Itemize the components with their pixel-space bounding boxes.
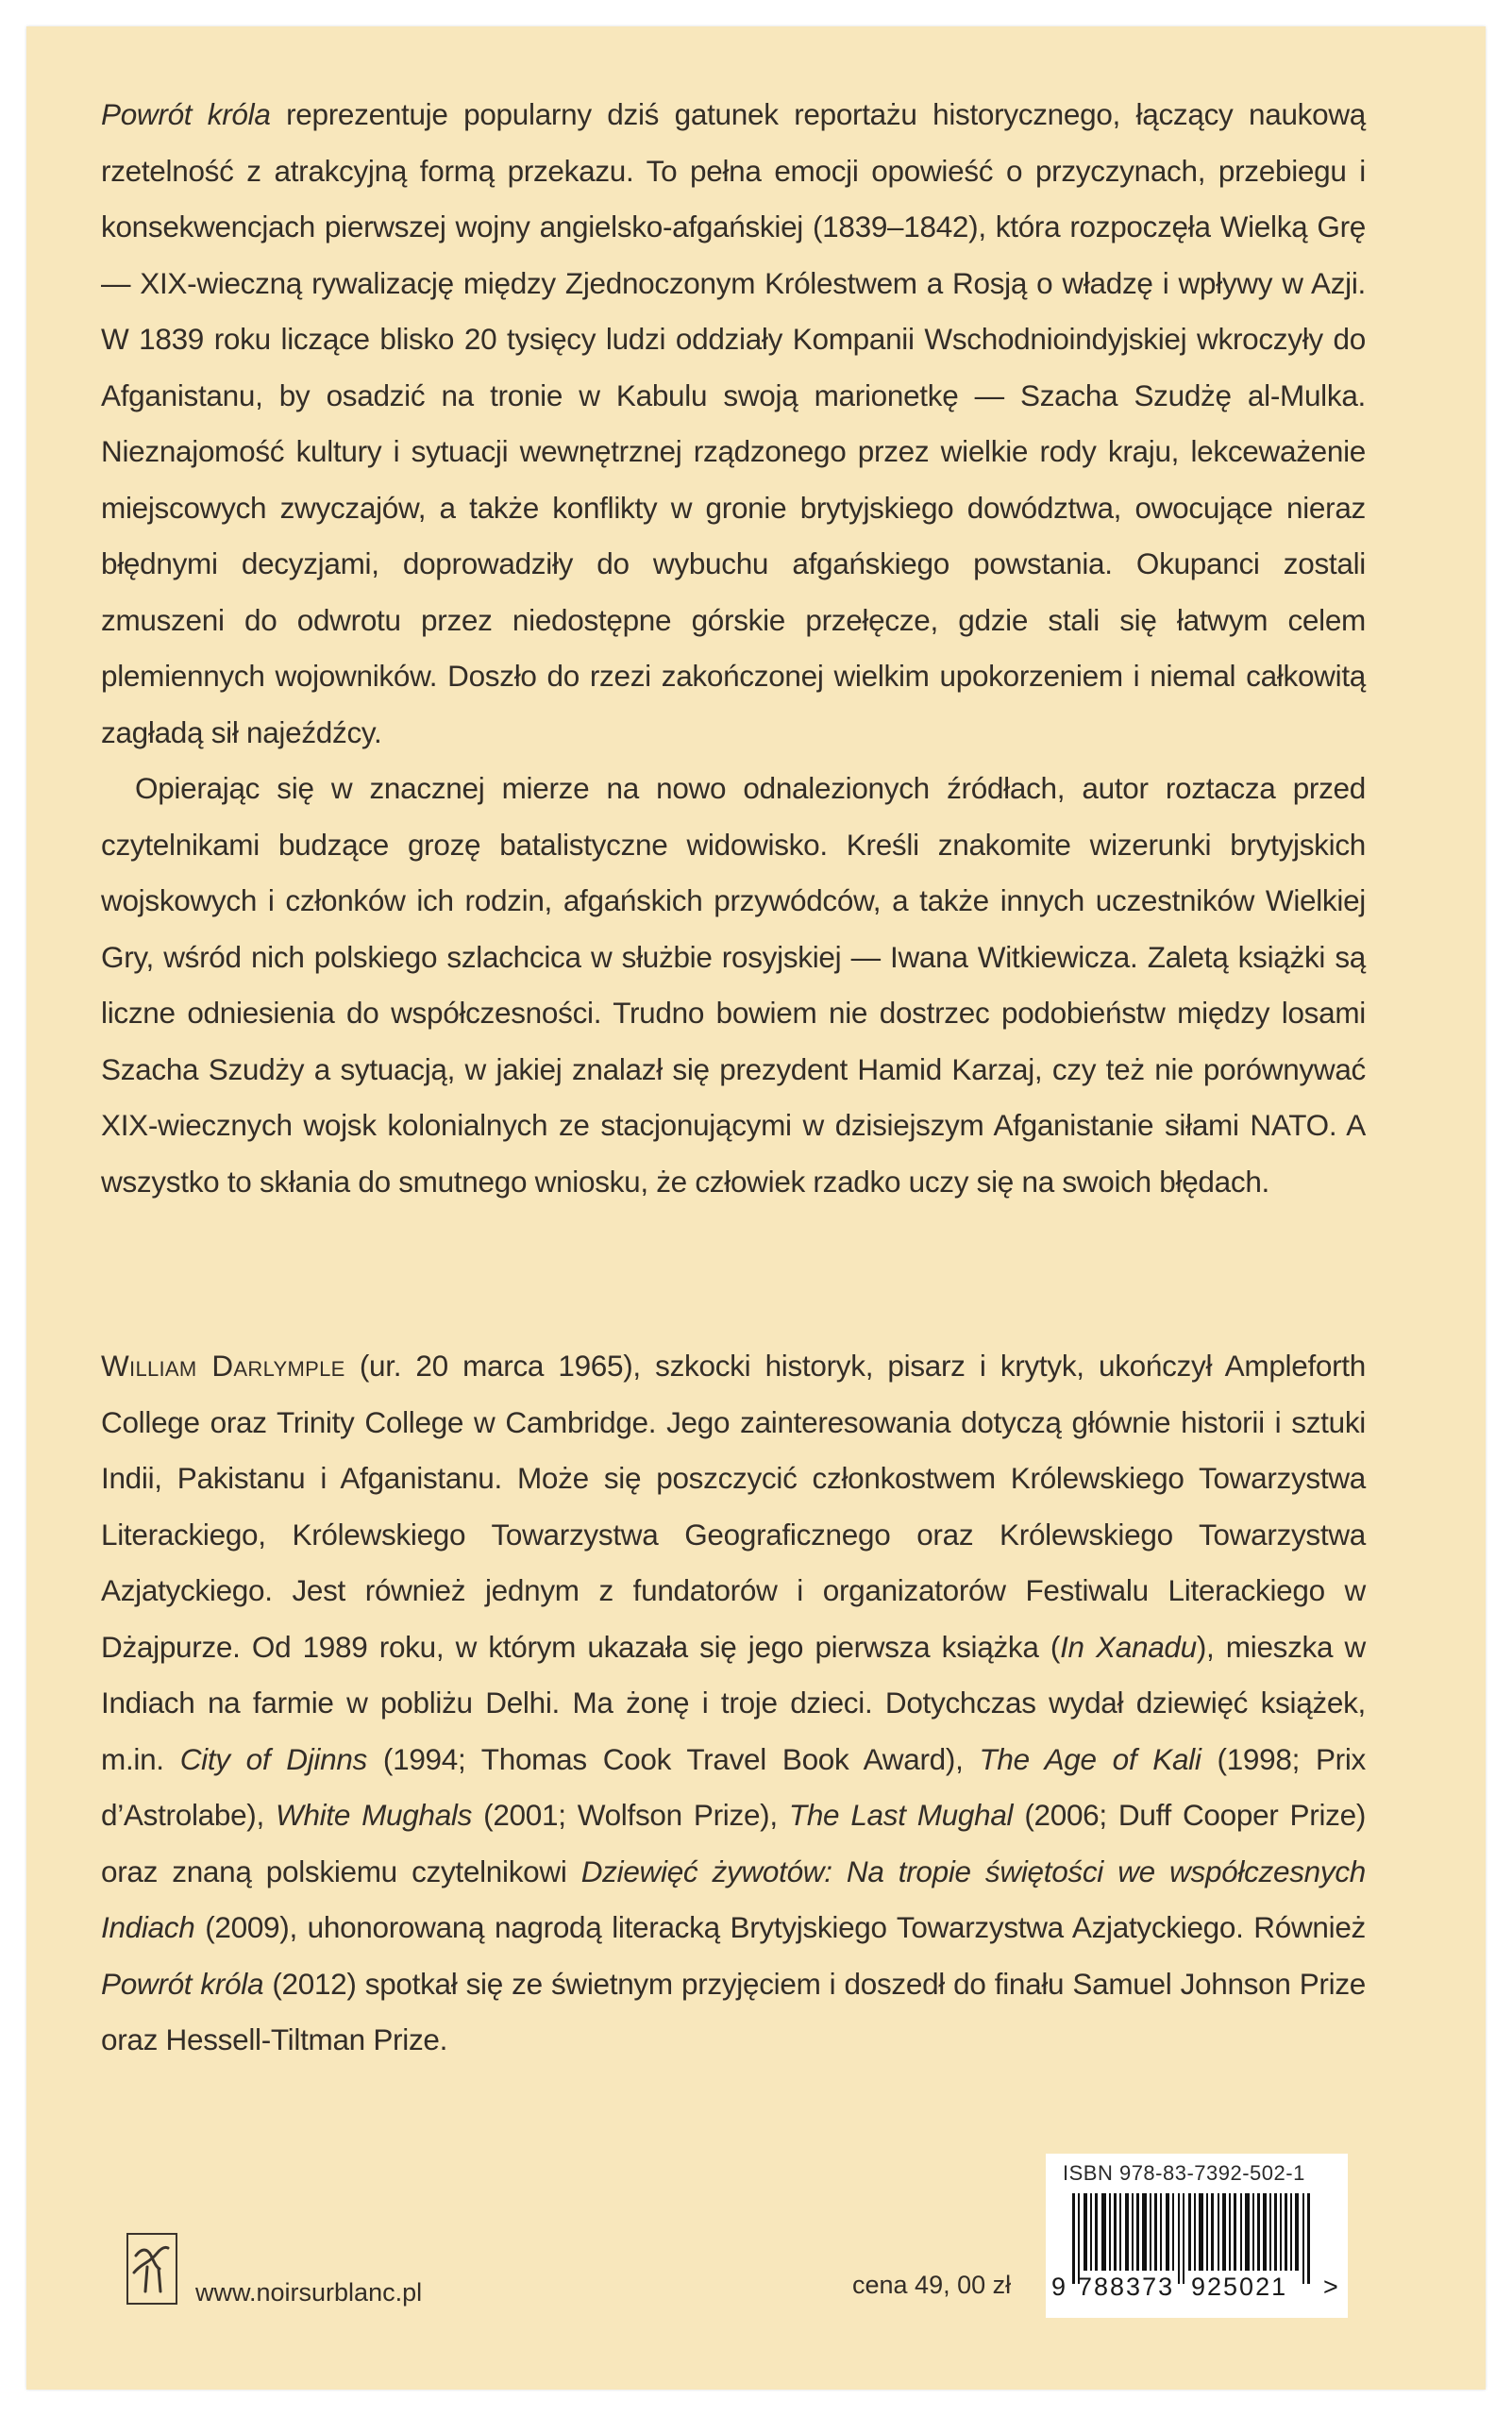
bio-text: (2006; Duff Cooper Prize) oraz znaną polskiemu czytelnikowi	[101, 1798, 1367, 1888]
bio-text: (2012) spotkał się ze świetnym przyjęciem i doszedł do finału Samuel Johnson Prize oraz Hessell-Tiltman Prize.	[101, 1966, 1366, 2056]
synopsis-paragraph-1	[101, 87, 1366, 761]
isbn-barcode	[1046, 2154, 1348, 2318]
bio-text: (2009), uhonorowaną nagrodą literacką Brytyjskiego Towarzystwa Azjatyckiego. Również	[194, 1910, 1366, 1944]
author-bio-paragraph	[101, 1338, 1366, 2069]
author-name: William Darlymple	[101, 1349, 345, 1383]
publisher-website-link[interactable]: www.noirsurblanc.pl	[195, 2278, 423, 2307]
bio-text: (1994; Thomas Cook Travel Book Award),	[367, 1741, 980, 1776]
barcode-quiet-zone-arrow: >	[1323, 2273, 1338, 2301]
synopsis	[101, 87, 1366, 1210]
book-title: The Age of Kali	[979, 1741, 1201, 1776]
synopsis-text-1: reprezentuje popularny dziś gatunek reportażu historycznego, łączący naukową rzetelność z atrakcyjną formą przekazu. To pełna emocji opowieść o przyczynach, przebiegu i konsekwencjach pierwszej wojny angielsko-afgańskiej (1839–1842), która rozpoczęła Wielką Grę — XIX-wieczną rywalizację między Zjednoczonym Królestwem a Rosją o władzę i wpływy w Azji. W 1839 roku liczące blisko 20 tysięcy ludzi oddziały Kompanii Wschodnioindyjskiej wkroczyły do Afganistanu, by osadzić na tronie w Kabulu swoją marionetkę — Szacha Szudżę al-Mulka. Nieznajomość kultury i sytuacji wewnętrznej rządzonego przez wielkie rody kraju, lekceważenie miejscowych zwyczajów, a także konflikty w gronie brytyjskiego dowództwa, owocujące nieraz błędnymi decyzjami, doprowadziły do wybuchu afgańskiego powstania. Okupanci zostali zmuszeni do odwrotu przez niedostępne górskie przełęcze, gdzie stali się łatwym celem plemiennych wojowników. Doszło do rzezi zakończonej wielkim upokorzeniem i niemal całkowitą zagładą sił najeźdźcy.	[101, 97, 1366, 749]
book-title: Dziewięć żywotów: Na tropie świętości we współczesnych Indiach	[101, 1854, 1366, 1944]
barcode-digits-left: 788373	[1078, 2273, 1175, 2301]
publisher-logo-icon	[126, 2233, 177, 2305]
author-bio	[101, 1338, 1366, 2069]
barcode-digits-right: 925021	[1191, 2273, 1288, 2301]
book-title: City of Djinns	[179, 1741, 367, 1776]
bio-text: (1998; Prix d’Astrolabe),	[101, 1741, 1367, 1832]
isbn-label: ISBN 978-83-7392-502-1	[1063, 2161, 1305, 2185]
barcode-digit-first: 9	[1051, 2273, 1067, 2301]
bio-text: ), mieszka w Indiach na farmie w pobliżu Delhi. Ma żonę i troje dzieci. Dotychczas wydał dziewięć książek, m.in.	[101, 1629, 1366, 1776]
book-title: Powrót króla	[101, 1966, 264, 2001]
publisher-logo-glyph-icon	[128, 2235, 176, 2303]
book-title: The Last Mughal	[788, 1798, 1014, 1832]
book-title: White Mughals	[276, 1798, 473, 1832]
book-title: In Xanadu	[1060, 1629, 1197, 1664]
book-title-lead: Powrót króla	[101, 97, 271, 131]
price-label: cena 49, 00 zł	[852, 2271, 1012, 2299]
bio-text: (ur. 20 marca 1965), szkocki historyk, pisarz i krytyk, ukończył Ampleforth College oraz Trinity College w Cambridge. Jego zainteresowania dotyczą głównie historii i sztuki Indii, Pakistanu i Afganistanu. Może się poszczycić członkostwem Królewskiego Towarzystwa Literackiego, Królewskiego Towarzystwa Geograficznego oraz Królewskiego Towarzystwa Azjatyckiego. Jest również jednym z fundatorów i organizatorów Festiwalu Literackiego w Dżajpurze. Od 1989 roku, w którym ukazała się jego pierwsza książka (	[101, 1349, 1366, 1664]
bio-text: (2001; Wolfson Prize),	[472, 1798, 789, 1832]
synopsis-paragraph-2: Opierając się w znacznej mierze na nowo odnalezionych źródłach, autor roztacza przed czytelnikami budzące grozę batalistyczne widowisko. Kreśli znakomite wizerunki brytyjskich wojskowych i członków ich rodzin, afgańskich przywódców, a także innych uczestników Wielkiej Gry, wśród nich polskiego szlachcica w służbie rosyjskiej — Iwana Witkiewicza. Zaletą książki są liczne odniesienia do współczesności. Trudno bowiem nie dostrzec podobieństw między losami Szacha Szudży a sytuacją, w jakiej znalazł się prezydent Hamid Karzaj, czy też nie porównywać XIX-wiecznych wojsk kolonialnych ze stacjonującymi w dzisiejszym Afganistanie siłami NATO. A wszystko to skłania do smutnego wniosku, że człowiek rzadko uczy się na swoich błędach.	[101, 771, 1366, 1199]
